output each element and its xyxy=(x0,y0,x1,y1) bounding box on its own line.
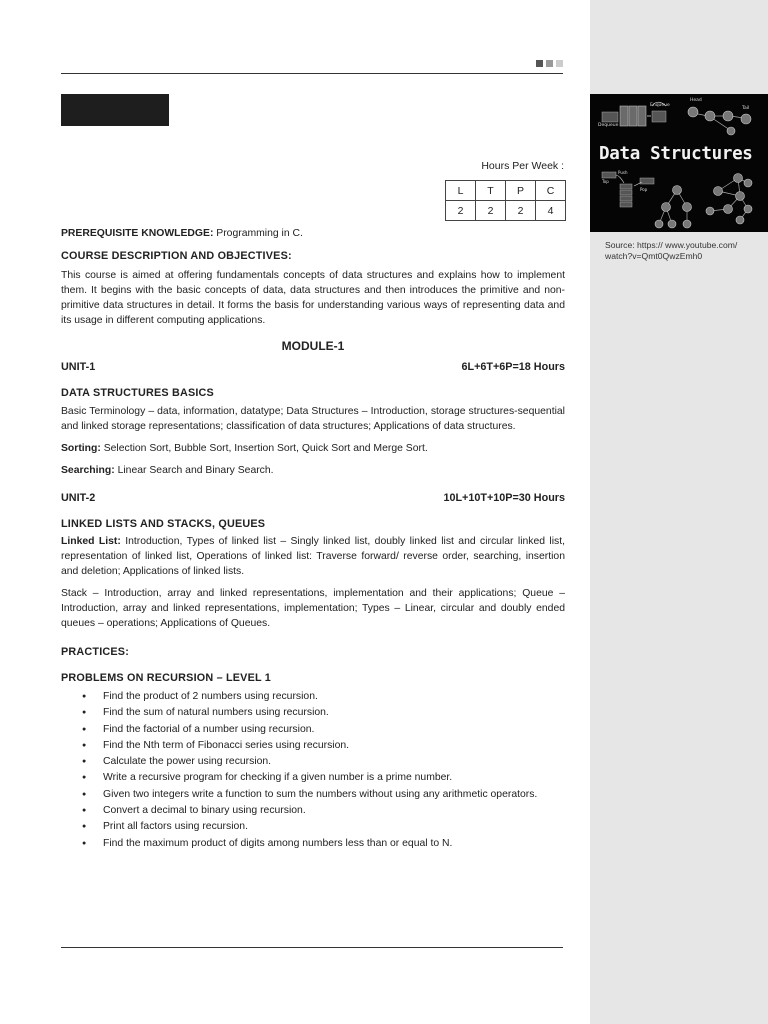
unit2-heading: LINKED LISTS AND STACKS, QUEUES xyxy=(61,518,266,530)
hours-value-l: 2 xyxy=(446,201,476,221)
course-description-heading: COURSE DESCRIPTION AND OBJECTIVES: xyxy=(61,250,292,262)
hours-per-week-label: Hours Per Week : xyxy=(481,160,564,172)
enqueue-label: Enqueue xyxy=(650,103,670,108)
unit2-name: UNIT-2 xyxy=(61,492,96,504)
hours-header-p: P xyxy=(506,181,536,201)
hours-table-header-row xyxy=(446,181,566,201)
decor-square-3 xyxy=(556,60,563,67)
hours-header-t: T xyxy=(476,181,506,201)
decor-square-2 xyxy=(546,60,553,67)
hours-value-t: 2 xyxy=(476,201,506,221)
practice-item: ● Convert a decimal to binary using recursion. xyxy=(61,803,565,819)
hours-table xyxy=(445,180,566,221)
unit1-basic-terminology: Basic Terminology – data, information, datatype; Data Structures – Introduction, storage structures-sequential and linked storage representations; classification of data structures; Applications of data structures. xyxy=(61,406,565,432)
top-label: Top xyxy=(602,179,609,184)
module-title: MODULE-1 xyxy=(281,339,345,353)
practice-item: ● Find the Nth term of Fibonacci series using recursion. xyxy=(61,738,565,754)
decor-square-1 xyxy=(536,60,543,67)
tail-label: Tail xyxy=(742,106,750,111)
image-title: Data Structures xyxy=(599,144,753,164)
unit1-heading: DATA STRUCTURES BASICS xyxy=(61,387,214,399)
main-content xyxy=(61,226,565,852)
prerequisite-line xyxy=(61,226,565,241)
course-title-box xyxy=(61,94,169,126)
hours-header-c: C xyxy=(536,181,566,201)
course-description-text: This course is aimed at offering fundamentals concepts of data structures and explains how to implement them. It begins with the basic concepts of data, data structures and then introduces the primitive and non-primitive data structures in detail. It forms the basis for understanding various ways of representing data and its usage in different computing applications. xyxy=(61,270,565,326)
practice-item: ● Find the factorial of a number using recursion. xyxy=(61,722,565,738)
unit1-hours: 6L+6T+6P=18 Hours xyxy=(461,361,565,373)
unit1-searching-line xyxy=(61,463,565,478)
top-rule xyxy=(61,73,563,74)
practice-item: ● Find the product of 2 numbers using recursion. xyxy=(61,689,565,705)
linked-list-label: Linked List: xyxy=(61,536,121,547)
unit1-name: UNIT-1 xyxy=(61,361,96,373)
prerequisite-value: Programming in C. xyxy=(213,228,303,239)
practice-item: ● Find the maximum product of digits among numbers less than or equal to N. xyxy=(61,836,565,852)
unit1-row xyxy=(61,360,565,375)
practice-item: ● Find the sum of natural numbers using recursion. xyxy=(61,705,565,721)
prerequisite-label: PREREQUISITE KNOWLEDGE: xyxy=(61,228,214,239)
dequeue-label: Dequeue xyxy=(598,123,619,128)
practices-heading: PRACTICES: xyxy=(61,646,129,658)
bottom-rule xyxy=(61,947,563,948)
practice-item: ● Calculate the power using recursion. xyxy=(61,754,565,770)
hours-table-value-row xyxy=(446,201,566,221)
unit2-hours: 10L+10T+10P=30 Hours xyxy=(443,492,565,504)
practice-item: ● Write a recursive program for checking if a given number is a prime number. xyxy=(61,770,565,786)
hours-value-c: 4 xyxy=(536,201,566,221)
practices-subheading: PROBLEMS ON RECURSION – LEVEL 1 xyxy=(61,672,271,684)
image-source-text: Source: https:// www.youtube.com/ watch?v=Qmt0QwzEmh0 xyxy=(605,240,738,261)
searching-label: Searching: xyxy=(61,465,115,476)
practice-item: ● Print all factors using recursion. xyxy=(61,819,565,835)
sorting-text: Selection Sort, Bubble Sort, Insertion Sort, Quick Sort and Merge Sort. xyxy=(100,443,428,454)
sorting-label: Sorting: xyxy=(61,443,101,454)
unit2-row xyxy=(61,491,565,506)
practice-list xyxy=(61,689,565,852)
searching-text: Linear Search and Binary Search. xyxy=(114,465,274,476)
unit1-sorting-line xyxy=(61,441,565,456)
linked-list-text: Introduction, Types of linked list – Singly linked list, doubly linked list and circular linked list, representation of linked list, Operations of linked list: Traverse forward/ reverse order, searching, insertion and deletion; Applications of linked lists. xyxy=(61,536,565,577)
unit2-linked-list-paragraph xyxy=(61,534,565,579)
practice-item: ● Given two integers write a function to sum the numbers without using any arithmetic operators. xyxy=(61,787,565,803)
hours-header-l: L xyxy=(446,181,476,201)
head-label: Head xyxy=(690,98,702,103)
data-structures-image xyxy=(590,94,768,232)
push-label: Push xyxy=(618,170,628,175)
unit2-stack-paragraph: Stack – Introduction, array and linked representations, implementation and their applications; Queue – Introduction, array and linked representations, implementation; Types – Linear, circular and doubly ended queues – operations; Applications of Queues. xyxy=(61,588,565,629)
pop-label: Pop xyxy=(640,187,648,192)
hours-value-p: 2 xyxy=(506,201,536,221)
